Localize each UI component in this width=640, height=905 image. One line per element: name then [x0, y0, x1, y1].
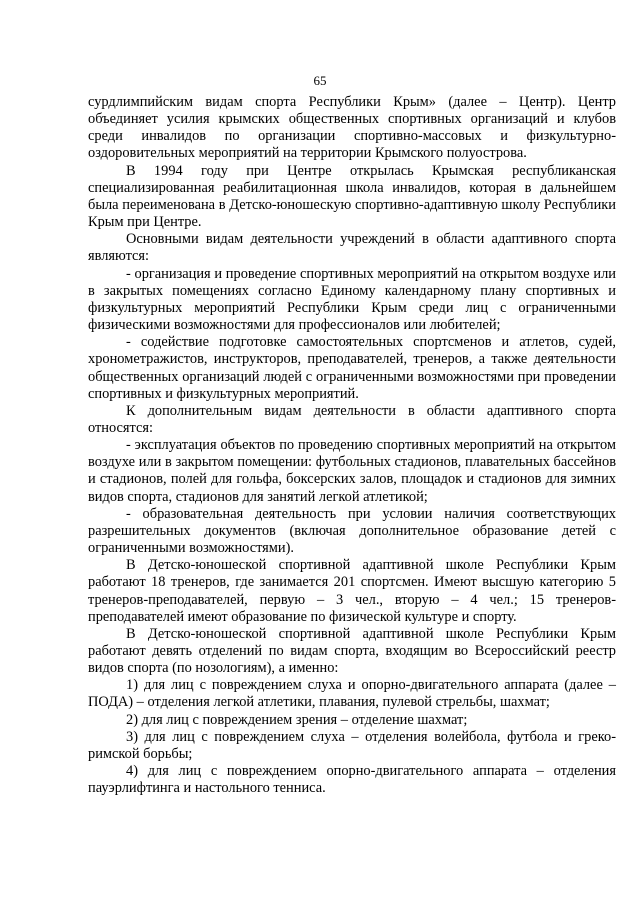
- list-item: 4) для лиц с повреждением опорно-двигательного аппарата – отделения пауэрлифтинга и настольного тенниса.: [88, 763, 616, 797]
- list-item: - эксплуатация объектов по проведению спортивных мероприятий на открытом воздухе или в закрытом помещении: футбольных стадионов, плавательных бассейнов и стадионов, полей для гольфа, боксерских залов, площадок и стадионов для зимних видов спорта, стадионов для занятий легкой атлетикой;: [88, 437, 616, 505]
- body-text: [88, 94, 616, 797]
- paragraph: К дополнительным видам деятельности в области адаптивного спорта относятся:: [88, 402, 616, 436]
- list-item: - содействие подготовке самостоятельных спортсменов и атлетов, судей, хронометражистов, инструкторов, преподавателей, тренеров, а также деятельности общественных организаций людей с ограниченными возможностями при проведении спортивных и физкультурных мероприятий.: [88, 334, 616, 402]
- paragraph: В 1994 году при Центре открылась Крымская республиканская специализированная реабилитационная школа инвалидов, которая в дальнейшем была переименована в Детско-юношескую спортивно-адаптивную школу Республики Крым при Центре.: [88, 162, 616, 231]
- list-item: - организация и проведение спортивных мероприятий на открытом воздухе или в закрытых помещениях согласно Единому календарному плану спортивных и физкультурных мероприятий Республики Крым среди лиц с ограниченными физическими возможностями для профессионалов или любителей;: [88, 265, 616, 334]
- list-item: - образовательная деятельность при условии наличия соответствующих разрешительных документов (включая дополнительное образование детей с ограниченными возможностями).: [88, 505, 616, 557]
- list-item: 1) для лиц с повреждением слуха и опорно-двигательного аппарата (далее – ПОДА) – отделения легкой атлетики, плавания, пулевой стрельбы, шахмат;: [88, 677, 616, 711]
- page-number: 65: [313, 73, 327, 88]
- list-item: 2) для лиц с повреждением зрения – отделение шахмат;: [126, 711, 468, 728]
- paragraph: сурдлимпийским видам спорта Республики Крым» (далее – Центр). Центр объединяет усилия крымских общественных спортивных организаций и клубов среди инвалидов по организации спортивно-массовых и физкультурно-оздоровительных мероприятий на территории Крымского полуострова.: [88, 94, 616, 162]
- paragraph: В Детско-юношеской спортивной адаптивной школе Республики Крым работают 18 тренеров, где занимается 201 спортсмен. Имеют высшую категорию 5 тренеров-преподавателей, первую – 3 чел., вторую – 4 чел.; 15 тренеров-преподавателей имеют образование по физической культуре и спорту.: [88, 557, 616, 625]
- paragraph: В Детско-юношеской спортивной адаптивной школе Республики Крым работают девять отделений по видам спорта, входящим во Всероссийский реестр видов спорта (по нозологиям), а именно:: [88, 625, 616, 677]
- list-item: 3) для лиц с повреждением слуха – отделения волейбола, футбола и греко-римской борьбы;: [88, 728, 616, 762]
- paragraph: Основными видам деятельности учреждений в области адаптивного спорта являются:: [88, 231, 616, 265]
